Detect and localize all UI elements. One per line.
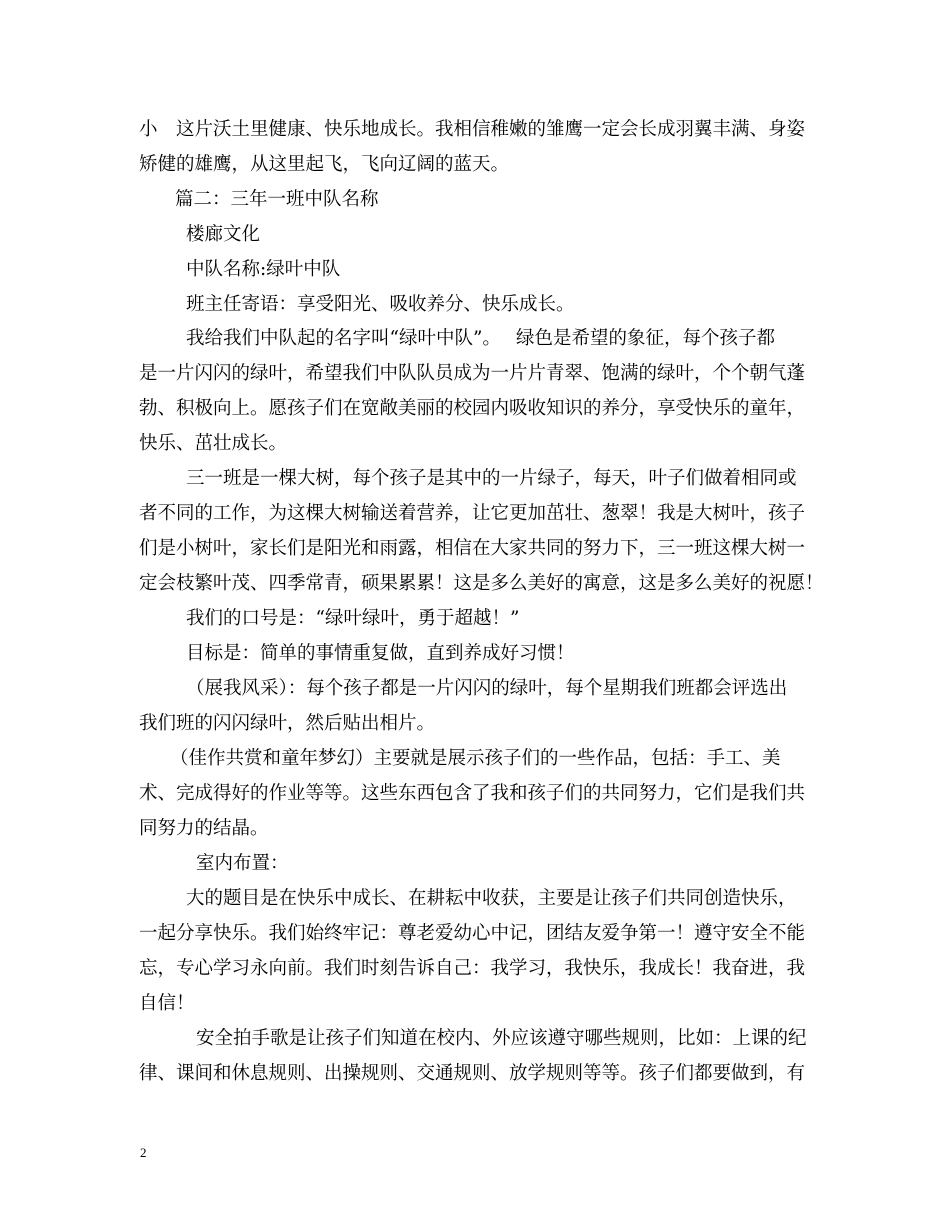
text-line: 三一班是一棵大树，每个孩子是其中的一片绿子，每天，叶子们做着相同或 [186,468,797,489]
text-line: 楼廊文化 [186,224,261,245]
text-line: 同努力的结晶。 [139,818,269,839]
text-line: 快乐、茁壮成长。 [139,433,288,454]
page-number: 2 [140,1145,147,1160]
text-line: 律、课间和休息规则、出操规则、交通规则、放学规则等等。孩子们都要做到，有 [139,1063,806,1084]
text-line: 大的题目是在快乐中成长、在耕耘中收获，主要是让孩子们共同创造快乐， [186,888,797,909]
text-line: 小 这片沃土里健康、快乐地成长。我相信稚嫩的雏鹰一定会长成羽翼丰满、身姿 [139,119,806,140]
text-line: 忘，专心学习永向前。我们时刻告诉自己：我学习，我快乐，我成长！我奋进，我 [139,958,806,979]
text-line: 们是小树叶，家长们是阳光和雨露，相信在大家共同的努力下，三一班这棵大树一 [139,538,806,559]
text-line: 定会枝繁叶茂、四季常青，硕果累累！这是多么美好的寓意，这是多么美好的祝愿！ [139,573,824,594]
text-line: 者不同的工作，为这棵大树输送着营养，让它更加茁壮、葱翠！我是大树叶，孩子 [139,503,806,524]
text-line: 室内布置： [196,853,289,874]
text-line: 安全拍手歌是让孩子们知道在校内、外应该遵守哪些规则，比如：上课的纪 [196,1028,807,1049]
section-heading: 篇二：三年一班中队名称 [175,189,379,210]
text-line: 我们班的闪闪绿叶，然后贴出相片。 [139,713,436,734]
text-line: （展我风采）：每个孩子都是一片闪闪的绿叶，每个星期我们班都会评选出 [186,678,788,699]
text-line: 中队名称:绿叶中队 [186,259,341,280]
text-line: 我给我们中队起的名字叫“绿叶中队”。 绿色是希望的象征，每个孩子都 [186,328,776,349]
text-line: 术、完成得好的作业等等。这些东西包含了我和孩子们的共同努力，它们是我们共 [139,783,806,804]
text-line: 勃、积极向上。愿孩子们在宽敞美丽的校园内吸收知识的养分，享受快乐的童年， [139,398,806,419]
text-line: 矫健的雄鹰，从这里起飞，飞向辽阔的蓝天。 [139,154,510,175]
text-line: （佳作共赏和童年梦幻）主要就是展示孩子们的一些作品，包括：手工、美 [170,748,781,769]
text-line: 班主任寄语：享受阳光、吸收养分、快乐成长。 [186,294,575,315]
text-line: 一起分享快乐。我们始终牢记：尊老爱幼心中记，团结友爱争第一！遵守安全不能 [139,923,806,944]
text-line: 自信！ [139,993,195,1014]
text-line: 我们的口号是：“绿叶绿叶，勇于超越！” [186,608,520,629]
text-line: 是一片闪闪的绿叶，希望我们中队队员成为一片片青翠、饱满的绿叶，个个朝气蓬 [139,363,806,384]
text-line: 目标是：简单的事情重复做，直到养成好习惯！ [186,643,575,664]
